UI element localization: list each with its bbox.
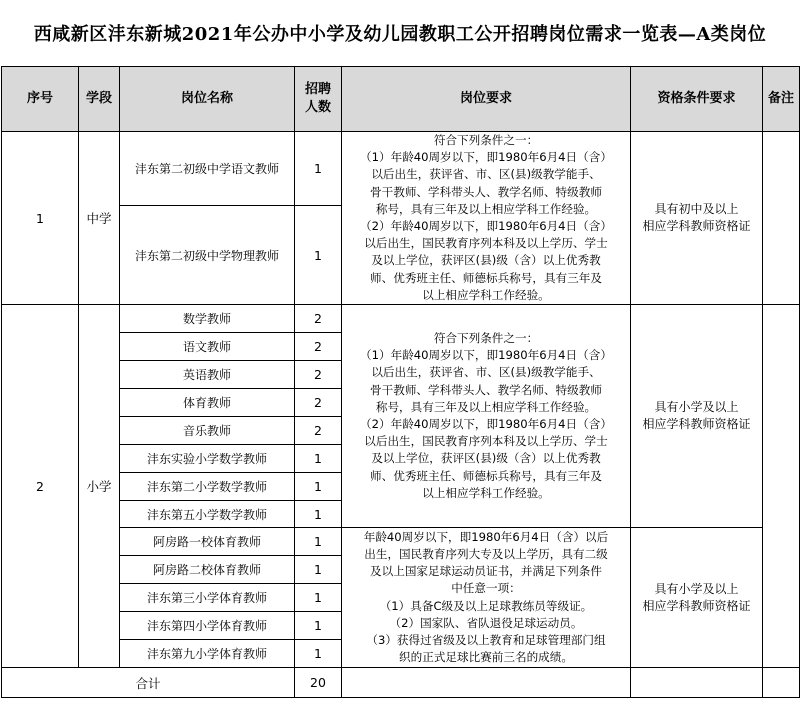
req-line: 以后出生，国民教育序列本科及以上学历、学士: [364, 236, 608, 251]
qual-line: 相应学科教师资格证: [642, 598, 751, 613]
position-name: 沣东第三小学体育教师: [120, 584, 295, 612]
row-number: 2: [2, 305, 79, 668]
header-position: 岗位名称: [120, 67, 295, 132]
header-count: [295, 67, 342, 132]
position-name: 英语教师: [120, 361, 295, 389]
req-line: 符合下列条件之一：: [433, 331, 539, 346]
hire-count: 2: [295, 333, 342, 361]
table-row: [2, 132, 800, 206]
header-requirements: 岗位要求: [342, 67, 631, 132]
position-name: 沣东第四小学体育教师: [120, 612, 295, 640]
req-line: 中任意一项：: [451, 581, 521, 596]
qualification-cell: [631, 305, 763, 528]
hire-count: 1: [295, 640, 342, 668]
qual-line: 相应学科教师资格证: [642, 417, 751, 432]
header-row: [2, 67, 800, 132]
req-line: 以后出生，获评省、市、区(县)级教学能手、: [371, 167, 601, 182]
header-stage: 学段: [79, 67, 120, 132]
req-line: 以上相应学科工作经验。: [422, 287, 550, 302]
header-note: 备注: [763, 67, 800, 132]
req-line: （2）年龄40周岁以下，即1980年6月4日（含）: [360, 219, 612, 234]
req-line: 以后出生，国民教育序列本科及以上学历、学士: [364, 434, 608, 449]
qual-line: 相应学科教师资格证: [642, 219, 751, 234]
row-number: 1: [2, 132, 79, 305]
req-line: 以后出生，获评省、市、区(县)级教学能手、: [371, 365, 601, 380]
hire-count: 2: [295, 389, 342, 417]
total-label: 合计: [2, 668, 295, 698]
req-line: 称号，具有三年及以上相应学科工作经验。: [375, 399, 597, 414]
req-line: 符合下列条件之一：: [433, 133, 539, 147]
requirements-cell: [342, 305, 631, 528]
requirements-cell: [342, 132, 631, 305]
hire-count: 1: [295, 206, 342, 305]
qual-line: 具有小学及以上: [654, 400, 739, 415]
qualification-cell: [631, 132, 763, 305]
position-name: 语文教师: [120, 333, 295, 361]
position-name: 音乐教师: [120, 417, 295, 445]
hire-count: 1: [295, 528, 342, 556]
stage-cell: 中学: [79, 132, 120, 305]
req-line: 以上相应学科工作经验。: [422, 485, 550, 500]
stage-cell: 小学: [79, 305, 120, 668]
hire-count: 2: [295, 305, 342, 333]
hire-count: 1: [295, 556, 342, 584]
total-count: 20: [295, 668, 342, 698]
header-qualification: 资格条件要求: [631, 67, 763, 132]
note-cell: [763, 132, 800, 305]
req-line: （1）年龄40周岁以下，即1980年6月4日（含）: [360, 348, 612, 363]
total-empty: [763, 668, 800, 698]
position-name: 沣东第九小学体育教师: [120, 640, 295, 668]
header-no: 序号: [2, 67, 79, 132]
note-cell: [763, 305, 800, 668]
hire-count: 1: [295, 612, 342, 640]
position-name: 体育教师: [120, 389, 295, 417]
position-name: 阿房路二校体育教师: [120, 556, 295, 584]
hire-count: 1: [295, 473, 342, 501]
req-line: 师、优秀班主任、师德标兵称号，具有三年及: [370, 468, 602, 483]
req-line: （1）年龄40周岁以下，即1980年6月4日（含）: [360, 150, 612, 165]
total-empty: [631, 668, 763, 698]
req-line: 称号，具有三年及以上相应学科工作经验。: [375, 201, 597, 216]
table-row: [2, 528, 800, 556]
page-title: 西咸新区沣东新城2021年公办中小学及幼儿园教职工公开招聘岗位需求一览表—A类岗位: [33, 24, 767, 45]
requirements-cell: [342, 528, 631, 668]
position-name: 沣东第五小学数学教师: [120, 501, 295, 528]
qualification-cell: [631, 528, 763, 668]
position-name: 沣东第二初级中学语文教师: [120, 132, 295, 206]
position-name: 阿房路一校体育教师: [120, 528, 295, 556]
req-line: （2）年龄40周岁以下，即1980年6月4日（含）: [360, 417, 612, 432]
qual-line: 具有初中及以上: [654, 202, 739, 217]
req-line: 骨干教师、学科带头人、教学名师、特级教师: [370, 382, 602, 397]
req-line: 及以上学位，获评区(县)级（含）以上优秀教: [371, 451, 601, 466]
hire-count: 1: [295, 132, 342, 206]
req-line: 及以上国家足球运动员证书，并满足下列条件: [370, 564, 602, 579]
position-name: 数学教师: [120, 305, 295, 333]
req-line: （2）国家队、省队退役足球运动员。: [389, 615, 583, 630]
table-row: [2, 305, 800, 333]
req-line: 出生，国民教育序列大专及以上学历，具有二级: [364, 546, 608, 561]
req-line: 师、优秀班主任、师德标兵称号，具有三年及: [370, 270, 602, 285]
position-name: 沣东实验小学数学教师: [120, 445, 295, 473]
total-empty: [342, 668, 631, 698]
position-name: 沣东第二小学数学教师: [120, 473, 295, 501]
req-line: 年龄40周岁以下，即1980年6月4日（含）以后: [363, 529, 609, 544]
hire-count: 2: [295, 417, 342, 445]
hire-count: 1: [295, 584, 342, 612]
header-count-line1: 招聘: [304, 82, 331, 97]
qual-line: 具有小学及以上: [654, 581, 739, 596]
hire-count: 1: [295, 445, 342, 473]
total-row: [2, 668, 800, 698]
hire-count: 2: [295, 361, 342, 389]
req-line: 骨干教师、学科带头人、教学名师、特级教师: [370, 184, 602, 199]
req-line: 及以上学位，获评区(县)级（含）以上优秀教: [371, 253, 601, 268]
req-line: （1）具备C级及以上足球教练员等级证。: [379, 598, 593, 613]
header-count-line2: 人数: [304, 100, 331, 115]
position-name: 沣东第二初级中学物理教师: [120, 206, 295, 305]
req-line: （3）获得过省级及以上教育和足球管理部门组: [366, 632, 606, 647]
req-line: 织的正式足球比赛前三名的成绩。: [399, 650, 573, 665]
hire-count: 1: [295, 501, 342, 528]
recruitment-table: [1, 66, 800, 698]
